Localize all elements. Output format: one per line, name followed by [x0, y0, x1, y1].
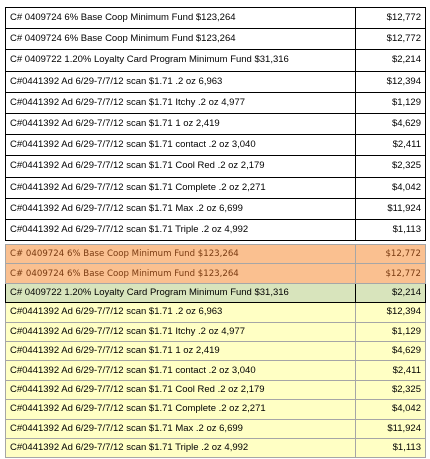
row-amount: $12,394	[356, 71, 426, 92]
table-row	[6, 361, 426, 380]
row-description: C# 0409724 6% Base Coop Minimum Fund $123,264	[6, 8, 356, 29]
row-amount: $2,325	[356, 380, 426, 399]
row-amount: $12,394	[356, 303, 426, 322]
table-row	[6, 245, 426, 264]
row-description: C# 0409722 1.20% Loyalty Card Program Minimum Fund $31,316	[6, 283, 356, 302]
table-row	[6, 341, 426, 360]
row-description: C#0441392 Ad 6/29-7/7/12 scan $1.71 contact .2 oz 3,040	[6, 135, 356, 156]
row-amount: $4,629	[356, 113, 426, 134]
table-row	[6, 8, 426, 29]
row-description: C#0441392 Ad 6/29-7/7/12 scan $1.71 Max .2 oz 6,699	[6, 419, 356, 438]
row-amount: $11,924	[356, 198, 426, 219]
table-row	[6, 303, 426, 322]
row-amount: $2,325	[356, 156, 426, 177]
row-amount: $2,411	[356, 361, 426, 380]
row-amount: $12,772	[356, 8, 426, 29]
table-row	[6, 400, 426, 419]
row-amount: $4,629	[356, 341, 426, 360]
row-amount: $1,113	[356, 438, 426, 457]
row-description: C#0441392 Ad 6/29-7/7/12 scan $1.71 Cool Red .2 oz 2,179	[6, 380, 356, 399]
row-amount: $1,129	[356, 92, 426, 113]
fund-table-plain	[5, 7, 426, 241]
table-row	[6, 380, 426, 399]
row-amount: $4,042	[356, 400, 426, 419]
table-row	[6, 113, 426, 134]
row-description: C#0441392 Ad 6/29-7/7/12 scan $1.71 Max .2 oz 6,699	[6, 198, 356, 219]
table-row	[6, 322, 426, 341]
row-amount: $12,772	[356, 29, 426, 50]
row-description: C#0441392 Ad 6/29-7/7/12 scan $1.71 Complete .2 oz 2,271	[6, 177, 356, 198]
row-amount: $12,772	[356, 264, 426, 283]
table-row	[6, 50, 426, 71]
row-description: C#0441392 Ad 6/29-7/7/12 scan $1.71 Itchy .2 oz 4,977	[6, 322, 356, 341]
row-description: C#0441392 Ad 6/29-7/7/12 scan $1.71 Triple .2 oz 4,992	[6, 438, 356, 457]
table-row	[6, 438, 426, 457]
row-amount: $2,214	[356, 283, 426, 302]
row-description: C# 0409724 6% Base Coop Minimum Fund $123,264	[6, 264, 356, 283]
table-row	[6, 29, 426, 50]
table-row	[6, 156, 426, 177]
row-amount: $2,411	[356, 135, 426, 156]
table-row	[6, 71, 426, 92]
table-row	[6, 177, 426, 198]
row-description: C#0441392 Ad 6/29-7/7/12 scan $1.71 Cool Red .2 oz 2,179	[6, 156, 356, 177]
row-amount: $1,129	[356, 322, 426, 341]
row-description: C#0441392 Ad 6/29-7/7/12 scan $1.71 Complete .2 oz 2,271	[6, 400, 356, 419]
row-description: C#0441392 Ad 6/29-7/7/12 scan $1.71 1 oz 2,419	[6, 341, 356, 360]
fund-table-highlighted	[5, 244, 426, 458]
row-description: C#0441392 Ad 6/29-7/7/12 scan $1.71 Itchy .2 oz 4,977	[6, 92, 356, 113]
row-description: C# 0409722 1.20% Loyalty Card Program Minimum Fund $31,316	[6, 50, 356, 71]
row-description: C# 0409724 6% Base Coop Minimum Fund $123,264	[6, 245, 356, 264]
row-amount: $4,042	[356, 177, 426, 198]
table-row	[6, 419, 426, 438]
table-row	[6, 219, 426, 240]
table-row	[6, 198, 426, 219]
row-amount: $2,214	[356, 50, 426, 71]
row-amount: $1,113	[356, 219, 426, 240]
table-row	[6, 135, 426, 156]
table-row	[6, 283, 426, 302]
row-amount: $11,924	[356, 419, 426, 438]
table-row	[6, 92, 426, 113]
row-description: C#0441392 Ad 6/29-7/7/12 scan $1.71 .2 oz 6,963	[6, 303, 356, 322]
row-description: C#0441392 Ad 6/29-7/7/12 scan $1.71 1 oz 2,419	[6, 113, 356, 134]
row-description: C#0441392 Ad 6/29-7/7/12 scan $1.71 contact .2 oz 3,040	[6, 361, 356, 380]
table-row	[6, 264, 426, 283]
row-amount: $12,772	[356, 245, 426, 264]
row-description: C#0441392 Ad 6/29-7/7/12 scan $1.71 .2 oz 6,963	[6, 71, 356, 92]
row-description: C# 0409724 6% Base Coop Minimum Fund $123,264	[6, 29, 356, 50]
row-description: C#0441392 Ad 6/29-7/7/12 scan $1.71 Triple .2 oz 4,992	[6, 219, 356, 240]
